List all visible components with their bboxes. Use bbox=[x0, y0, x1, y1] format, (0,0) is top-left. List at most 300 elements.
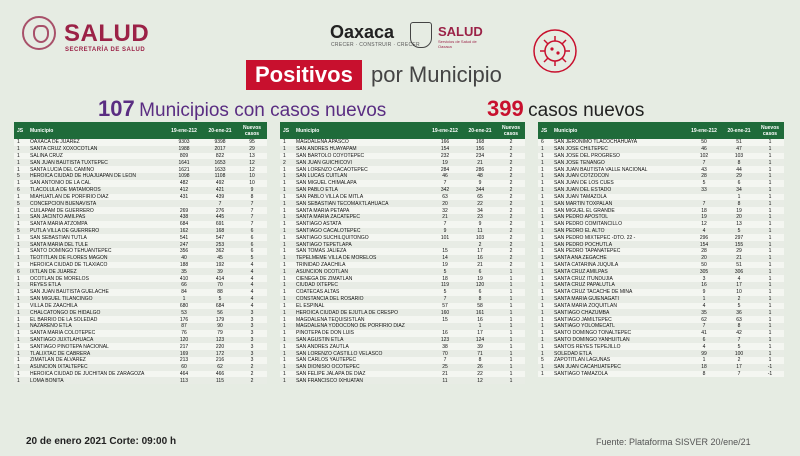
table-row bbox=[14, 166, 267, 173]
cell-municipio: SAN JUAN BAUTISTA TUXTEPEC bbox=[30, 159, 108, 166]
table-row bbox=[14, 350, 267, 357]
table-row bbox=[280, 180, 525, 187]
cell-nuevos-casos: 1 bbox=[768, 146, 772, 153]
table-row bbox=[14, 200, 267, 207]
table-row bbox=[280, 207, 525, 214]
cell-prev-count: 60 bbox=[181, 364, 187, 371]
cell-prev-count: 41 bbox=[701, 330, 707, 337]
cell-curr-count: 17 bbox=[477, 330, 483, 337]
cell-js: 1 bbox=[17, 214, 20, 221]
cell-nuevos-casos: 3 bbox=[250, 316, 254, 323]
cell-curr-count: 691 bbox=[215, 221, 225, 228]
table-row bbox=[14, 139, 267, 146]
cell-prev-count: 296 bbox=[699, 234, 709, 241]
cell-curr-count: 10 bbox=[736, 289, 742, 296]
cell-prev-count: 9 bbox=[702, 289, 706, 296]
cell-curr-count: 2 bbox=[737, 357, 741, 364]
cell-js: 1 bbox=[283, 289, 286, 296]
cell-js: 1 bbox=[283, 153, 286, 160]
cell-municipio: SAN JOSE DEL PROGRESO bbox=[554, 153, 620, 160]
cell-municipio: TEOTITLAN DE FLORES MAGON bbox=[30, 255, 108, 262]
cell-js: 1 bbox=[541, 200, 544, 207]
cell-nuevos-casos: 1 bbox=[768, 153, 772, 160]
cell-curr-count: 21 bbox=[736, 255, 742, 262]
table-row bbox=[538, 282, 784, 289]
cell-nuevos-casos: 1 bbox=[768, 343, 772, 350]
cell-js: 1 bbox=[541, 350, 544, 357]
table-row bbox=[280, 296, 525, 303]
cell-js: 1 bbox=[283, 173, 286, 180]
cell-municipio: SANTA CRUZ TACACHE DE MINA bbox=[554, 289, 633, 296]
cell-prev-count: 188 bbox=[179, 262, 189, 269]
cell-js: 1 bbox=[17, 357, 20, 364]
cell-municipio: CONSTANCIA DEL ROSARIO bbox=[296, 296, 364, 303]
cell-prev-count: 7 bbox=[443, 221, 447, 228]
cell-nuevos-casos: 1 bbox=[768, 187, 772, 194]
cell-nuevos-casos: 2 bbox=[509, 153, 513, 160]
cell-nuevos-casos: 1 bbox=[768, 323, 772, 330]
cell-prev-count: 7 bbox=[702, 323, 706, 330]
cell-curr-count: 414 bbox=[215, 275, 225, 282]
cell-js: 1 bbox=[283, 221, 286, 228]
cell-nuevos-casos: 2 bbox=[509, 200, 513, 207]
cell-curr-count: 9398 bbox=[214, 139, 226, 146]
cell-js: 1 bbox=[541, 316, 544, 323]
cell-curr-count: 1653 bbox=[214, 159, 226, 166]
cell-prev-count: 9 bbox=[443, 227, 447, 234]
cell-nuevos-casos: 2 bbox=[509, 241, 513, 248]
cell-prev-count: 9303 bbox=[178, 139, 190, 146]
cell-municipio: SANTA MARIA DEL TULE bbox=[30, 241, 88, 248]
state-seal-icon bbox=[410, 22, 432, 48]
cell-municipio: SAN JUAN BAUTISTA GUELACHE bbox=[30, 289, 109, 296]
cell-municipio: HEROICA CIUDAD DE HUAJUAPAN DE LEON bbox=[30, 173, 137, 180]
salud-logo bbox=[22, 16, 222, 56]
cell-js: 1 bbox=[283, 364, 286, 371]
cell-municipio: EL ESPINAL bbox=[296, 302, 325, 309]
cell-nuevos-casos: 8 bbox=[250, 193, 254, 200]
table-row bbox=[280, 214, 525, 221]
cell-nuevos-casos: 1 bbox=[768, 166, 772, 173]
table-row bbox=[280, 337, 525, 344]
table-row bbox=[538, 330, 784, 337]
table-row bbox=[14, 357, 267, 364]
cell-municipio: SAN MARTIN TOXPALAN bbox=[554, 200, 613, 207]
cell-js: 1 bbox=[541, 371, 544, 378]
cell-nuevos-casos: 1 bbox=[768, 330, 772, 337]
cell-nuevos-casos: 1 bbox=[768, 289, 772, 296]
cell-curr-count: 79 bbox=[217, 330, 223, 337]
table-row bbox=[538, 357, 784, 364]
cell-prev-count: 166 bbox=[440, 139, 450, 146]
cell-nuevos-casos: 1 bbox=[768, 241, 772, 248]
header-nuevos-casos: Nuevos casos bbox=[242, 124, 262, 137]
cell-prev-count: 14 bbox=[442, 255, 448, 262]
cell-js: 1 bbox=[541, 187, 544, 194]
cell-prev-count: 53 bbox=[181, 309, 187, 316]
title-por-municipio: por Municipio bbox=[371, 62, 502, 87]
table-row bbox=[280, 153, 525, 160]
cell-js: 1 bbox=[17, 302, 20, 309]
cell-nuevos-casos: 2 bbox=[509, 173, 513, 180]
cell-js: 1 bbox=[283, 296, 286, 303]
cell-js: 1 bbox=[17, 371, 20, 378]
cell-municipio: SAN FELIPE JALAPA DE DIAZ bbox=[296, 371, 366, 378]
cell-nuevos-casos: 2 bbox=[509, 234, 513, 241]
cell-municipio: SAN LUCAS CUITLAN bbox=[296, 173, 348, 180]
table-row bbox=[14, 262, 267, 269]
cell-municipio: SANTIAGO JAMILTEPEC bbox=[554, 316, 612, 323]
header-nuevos-casos: Nuevos casos bbox=[501, 124, 521, 137]
cell-js: 1 bbox=[17, 241, 20, 248]
cell-municipio: CIUDAD IXTEPEC bbox=[296, 282, 338, 289]
cell-prev-count: 7 bbox=[443, 296, 447, 303]
cell-curr-count: 822 bbox=[215, 153, 225, 160]
cell-municipio: SANTOS REYES TEPEJILLO bbox=[554, 343, 621, 350]
table-row bbox=[538, 364, 784, 371]
cell-js: 1 bbox=[283, 377, 286, 384]
table-row bbox=[280, 221, 525, 228]
table-row bbox=[538, 371, 784, 378]
table-row bbox=[538, 262, 784, 269]
cell-nuevos-casos: 1 bbox=[768, 214, 772, 221]
cell-js: 1 bbox=[283, 323, 286, 330]
cell-js: 5 bbox=[17, 200, 20, 207]
cell-curr-count: 42 bbox=[736, 330, 742, 337]
cell-municipio: SANTIAGO SUCHILQUITONGO bbox=[296, 234, 369, 241]
cell-nuevos-casos: 1 bbox=[509, 296, 513, 303]
cell-municipio: CUILAPAM DE GUERRERO bbox=[30, 207, 94, 214]
cell-nuevos-casos: 1 bbox=[509, 343, 513, 350]
table-row bbox=[14, 275, 267, 282]
cell-municipio: SANTA MARIA ZACATEPEC bbox=[296, 214, 360, 221]
cell-prev-count: 50 bbox=[701, 139, 707, 146]
cell-nuevos-casos: 1 bbox=[768, 234, 772, 241]
data-source: Fuente: Plataforma SISVER 20/ene/21 bbox=[596, 437, 751, 447]
cell-prev-count: 21 bbox=[442, 214, 448, 221]
cell-curr-count: 123 bbox=[215, 336, 225, 343]
cell-prev-count: 99 bbox=[701, 350, 707, 357]
cell-prev-count: 1 bbox=[702, 357, 706, 364]
header-curr-date: 20-ene-21 bbox=[727, 127, 751, 134]
cell-prev-count: 84 bbox=[181, 289, 187, 296]
table-row bbox=[538, 159, 784, 166]
cell-prev-count: 15 bbox=[442, 316, 448, 323]
table-row bbox=[538, 337, 784, 344]
cell-curr-count: 1108 bbox=[214, 173, 226, 180]
cell-js: 1 bbox=[283, 336, 286, 343]
cell-municipio: MAGDALENA APASCO bbox=[296, 139, 349, 146]
cell-prev-count: 5 bbox=[443, 268, 447, 275]
cell-prev-count: 1 bbox=[702, 296, 706, 303]
cell-nuevos-casos: 1 bbox=[768, 296, 772, 303]
cell-prev-count: 232 bbox=[440, 153, 450, 160]
salud-logo-subtitle: SECRETARÍA DE SALUD bbox=[65, 47, 146, 53]
cell-municipio: SAN SEBASTIAN TUTLA bbox=[30, 234, 87, 241]
cell-municipio: SAN LORENZO CASTILLO VELASCO bbox=[296, 350, 383, 357]
cell-curr-count: 547 bbox=[215, 234, 225, 241]
table-row bbox=[280, 323, 525, 330]
cell-nuevos-casos: -1 bbox=[767, 371, 773, 378]
cell-js: 1 bbox=[17, 180, 20, 187]
cell-prev-count: 32 bbox=[442, 207, 448, 214]
cell-nuevos-casos: 6 bbox=[250, 241, 254, 248]
cell-js: 1 bbox=[541, 146, 544, 153]
cell-prev-count: 70 bbox=[442, 350, 448, 357]
cell-municipio: SAN LORENZO CACAOTEPEC bbox=[296, 166, 368, 173]
cell-nuevos-casos: 12 bbox=[249, 159, 255, 166]
cell-municipio: SAN JUAN DEL ESTADO bbox=[554, 187, 612, 194]
cell-prev-count: 7 bbox=[702, 200, 706, 207]
cutoff-date: 20 de enero 2021 Corte: 09:00 h bbox=[26, 436, 177, 447]
cell-js: 1 bbox=[541, 221, 544, 228]
cell-curr-count: 29 bbox=[736, 173, 742, 180]
municipios-summary bbox=[98, 96, 386, 122]
cell-js: 1 bbox=[17, 275, 20, 282]
cell-prev-count: 62 bbox=[701, 316, 707, 323]
cell-municipio: SAN JOSE TENANGO bbox=[554, 159, 605, 166]
cell-municipio: SAN JUAN TAMAZOLA bbox=[554, 193, 607, 200]
cell-js: 1 bbox=[541, 227, 544, 234]
cell-prev-count: 20 bbox=[701, 255, 707, 262]
table-row bbox=[280, 228, 525, 235]
cell-municipio: TRINIDAD ZAACHILA bbox=[296, 262, 346, 269]
cell-municipio: SAN FRANCISCO IXHUATAN bbox=[296, 377, 364, 384]
cell-municipio: SAN JUAN BAUTISTA VALLE NACIONAL bbox=[554, 166, 648, 173]
cell-nuevos-casos: 1 bbox=[768, 336, 772, 343]
cell-nuevos-casos: 1 bbox=[768, 268, 772, 275]
cell-curr-count: 466 bbox=[215, 371, 225, 378]
table-row bbox=[14, 330, 267, 337]
table-row bbox=[538, 248, 784, 255]
cell-nuevos-casos: 6 bbox=[250, 227, 254, 234]
table-row bbox=[538, 343, 784, 350]
cell-js: 1 bbox=[541, 241, 544, 248]
cell-curr-count: 439 bbox=[215, 193, 225, 200]
cell-nuevos-casos: 1 bbox=[509, 377, 513, 384]
cell-municipio: MAGDALENA TEQUISISTLAN bbox=[296, 316, 365, 323]
cell-municipio: REYES ETLA bbox=[30, 282, 61, 289]
cell-curr-count: 16 bbox=[477, 316, 483, 323]
cell-prev-count: 21 bbox=[442, 371, 448, 378]
cell-municipio: PINOTEPA DE DON LUIS bbox=[296, 330, 354, 337]
cell-nuevos-casos: 10 bbox=[249, 180, 255, 187]
table-row bbox=[14, 241, 267, 248]
table-row bbox=[280, 350, 525, 357]
header-curr-date: 20-ene-21 bbox=[208, 127, 232, 134]
table-row bbox=[280, 241, 525, 248]
cell-js: 1 bbox=[541, 153, 544, 160]
table-row bbox=[538, 296, 784, 303]
cell-js: 1 bbox=[17, 377, 20, 384]
table-row bbox=[14, 207, 267, 214]
cell-nuevos-casos: 1 bbox=[509, 350, 513, 357]
header-nuevos-casos: Nuevos casos bbox=[760, 124, 780, 137]
cell-prev-count: 43 bbox=[701, 166, 707, 173]
cell-curr-count: 115 bbox=[216, 377, 224, 384]
table-row bbox=[280, 377, 525, 384]
cell-prev-count: 4 bbox=[702, 302, 706, 309]
cell-municipio: SANTA MARIA COLOTEPEC bbox=[30, 330, 96, 337]
cell-prev-count: 213 bbox=[179, 357, 189, 364]
table-row bbox=[14, 309, 267, 316]
cell-prev-count: 18 bbox=[442, 275, 448, 282]
cell-curr-count: 168 bbox=[215, 227, 225, 234]
salud-small-logo-subtitle: Servicios de Salud de Oaxaca bbox=[438, 39, 477, 49]
table-row bbox=[538, 323, 784, 330]
cell-prev-count: 119 bbox=[441, 282, 449, 289]
cell-js: 1 bbox=[541, 214, 544, 221]
cell-prev-count: 410 bbox=[179, 275, 189, 282]
cell-prev-count: 46 bbox=[442, 173, 448, 180]
cell-curr-count: 9 bbox=[478, 180, 482, 187]
cell-municipio: SAN ANDRES ZAUTLA bbox=[296, 343, 349, 350]
cell-prev-count: 120 bbox=[179, 336, 189, 343]
cell-curr-count: 7 bbox=[737, 371, 741, 378]
cell-js: 1 bbox=[541, 364, 544, 371]
cell-nuevos-casos: 2 bbox=[509, 248, 513, 255]
cell-prev-count: 305 bbox=[699, 268, 709, 275]
table-row bbox=[538, 221, 784, 228]
table-row bbox=[538, 153, 784, 160]
cell-js: 1 bbox=[17, 336, 20, 343]
title-positivos: Positivos bbox=[246, 60, 362, 90]
cell-nuevos-casos: 1 bbox=[768, 173, 772, 180]
cell-prev-count: 3 bbox=[702, 275, 706, 282]
cell-curr-count: 286 bbox=[475, 166, 485, 173]
table-row bbox=[538, 350, 784, 357]
cell-js: 6 bbox=[17, 268, 20, 275]
cell-municipio: SANTIAGO CACALOTEPEC bbox=[296, 227, 361, 234]
cell-nuevos-casos: 1 bbox=[509, 282, 513, 289]
cell-prev-count: 438 bbox=[179, 214, 189, 221]
table-row bbox=[14, 187, 267, 194]
table-row bbox=[280, 316, 525, 323]
cell-curr-count: 344 bbox=[475, 187, 485, 194]
cell-prev-count: 35 bbox=[701, 309, 707, 316]
table-row bbox=[280, 364, 525, 371]
cell-js: 1 bbox=[541, 193, 544, 200]
cell-nuevos-casos: 4 bbox=[250, 302, 254, 309]
cell-js: 1 bbox=[541, 268, 544, 275]
cell-js: 1 bbox=[17, 221, 20, 228]
cell-nuevos-casos: 1 bbox=[509, 357, 513, 364]
cell-curr-count: 1 bbox=[478, 323, 482, 330]
cell-prev-count: 113 bbox=[180, 377, 188, 384]
cell-curr-count: 51 bbox=[736, 139, 742, 146]
table-row bbox=[14, 221, 267, 228]
cell-prev-count: 1988 bbox=[178, 146, 190, 153]
cell-municipio: SANTIAGO YOLOMECATL bbox=[554, 323, 615, 330]
cell-municipio: SANTO DOMINGO TEHUANTEPEC bbox=[30, 248, 112, 255]
cell-prev-count: 482 bbox=[179, 180, 189, 187]
cell-prev-count: 342 bbox=[440, 187, 450, 194]
cell-curr-count: 12 bbox=[477, 377, 483, 384]
cell-curr-count: 103 bbox=[734, 153, 744, 160]
table-row bbox=[14, 289, 267, 296]
cell-nuevos-casos: 6 bbox=[250, 248, 254, 255]
cell-municipio: SAN JUAN DE LOS CUES bbox=[554, 180, 614, 187]
cell-curr-count: 8 bbox=[478, 357, 482, 364]
cell-curr-count: 100 bbox=[734, 350, 744, 357]
cell-municipio: SAN MIGUEL CHIMALAPA bbox=[296, 180, 357, 187]
cell-prev-count: 217 bbox=[179, 343, 189, 350]
table-row bbox=[14, 371, 267, 378]
oaxaca-logo-subtitle: CRECER · CONSTRUIR · CRECER bbox=[331, 42, 420, 48]
cell-municipio: SAN BARTOLO COYOTEPEC bbox=[296, 153, 365, 160]
cell-nuevos-casos: 4 bbox=[250, 262, 254, 269]
cell-js: 1 bbox=[283, 316, 286, 323]
cell-prev-count: 431 bbox=[179, 193, 189, 200]
cell-curr-count: 20 bbox=[736, 214, 742, 221]
cell-municipio: SAN PEDRO TAPANATEPEC bbox=[554, 248, 621, 255]
table-row bbox=[538, 255, 784, 262]
cell-nuevos-casos: 2 bbox=[509, 166, 513, 173]
table-row bbox=[538, 303, 784, 310]
cell-curr-count: 179 bbox=[215, 316, 225, 323]
table-row bbox=[538, 166, 784, 173]
cell-nuevos-casos: 4 bbox=[250, 275, 254, 282]
cell-curr-count: 21 bbox=[477, 159, 483, 166]
cell-curr-count: 17 bbox=[736, 282, 742, 289]
cell-nuevos-casos: 2 bbox=[509, 139, 513, 146]
cell-curr-count: 62 bbox=[217, 364, 223, 371]
table-row bbox=[14, 303, 267, 310]
cell-municipio: SAN PEDRO APOSTOL bbox=[554, 214, 609, 221]
header-js: JS bbox=[541, 127, 548, 134]
cell-curr-count: 5 bbox=[218, 296, 222, 303]
oaxaca-logo bbox=[330, 22, 483, 50]
table-row bbox=[14, 296, 267, 303]
table-header bbox=[538, 122, 784, 139]
cell-nuevos-casos: 1 bbox=[768, 200, 772, 207]
cell-municipio: SANTO DOMINGO TONALTEPEC bbox=[554, 330, 632, 337]
header-prev-date: 19-ene-212 bbox=[691, 127, 717, 134]
table-row bbox=[280, 234, 525, 241]
table-row bbox=[538, 241, 784, 248]
table-row bbox=[538, 146, 784, 153]
cell-js: 1 bbox=[283, 234, 286, 241]
cell-prev-count: 19 bbox=[442, 262, 448, 269]
cell-nuevos-casos: 1 bbox=[509, 289, 513, 296]
table-row bbox=[280, 343, 525, 350]
cell-curr-count: 48 bbox=[477, 173, 483, 180]
table-row bbox=[280, 262, 525, 269]
cell-nuevos-casos: 1 bbox=[509, 336, 513, 343]
cell-nuevos-casos: 2 bbox=[509, 255, 513, 262]
cell-municipio: SAN MIGUEL TILANCINGO bbox=[30, 296, 93, 303]
cell-js: 1 bbox=[17, 289, 20, 296]
cell-municipio: IXTLAN DE JUAREZ bbox=[30, 268, 77, 275]
cell-curr-count: 17 bbox=[477, 248, 483, 255]
cell-municipio: SANTA MARIA ZOQUITLAN bbox=[554, 302, 617, 309]
salud-small-logo-text: SALUD bbox=[438, 24, 483, 39]
cell-nuevos-casos: 1 bbox=[768, 262, 772, 269]
cell-nuevos-casos: 3 bbox=[250, 330, 254, 337]
cell-municipio: SANTA CRUZ ITUNDUJIA bbox=[554, 275, 613, 282]
cell-curr-count: 220 bbox=[215, 343, 225, 350]
cell-nuevos-casos: 2 bbox=[509, 187, 513, 194]
cell-js: 1 bbox=[541, 302, 544, 309]
cell-js: 1 bbox=[283, 371, 286, 378]
cell-prev-count: 63 bbox=[442, 193, 448, 200]
table-row bbox=[280, 309, 525, 316]
table-row bbox=[14, 153, 267, 160]
table-row bbox=[280, 200, 525, 207]
cell-municipio: SAN ANDRES HUAYAPAM bbox=[296, 146, 357, 153]
cell-municipio: SANTA CATARINA JUQUILA bbox=[554, 262, 619, 269]
header-prev-date: 19-ene-212 bbox=[432, 127, 458, 134]
